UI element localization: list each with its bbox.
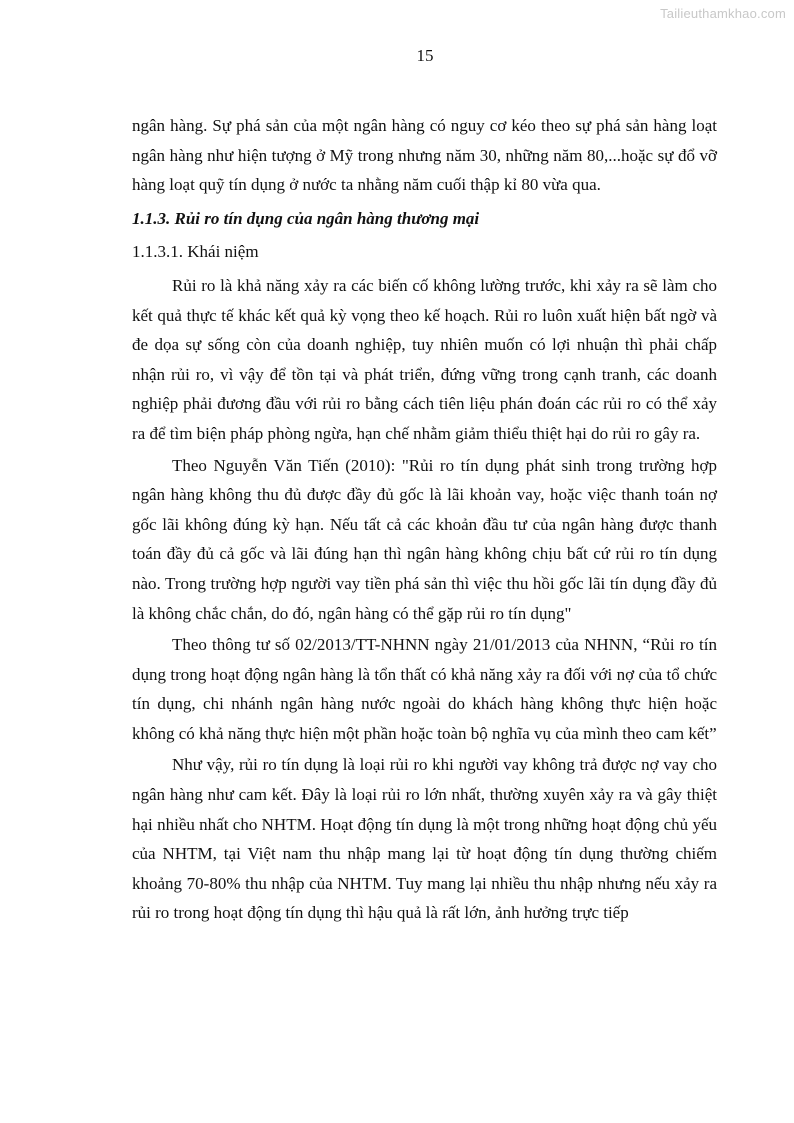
paragraph-conclusion: Như vậy, rủi ro tín dụng là loại rủi ro khi người vay không trả được nợ vay cho ngân hàng như cam kết. Đây là loại rủi ro lớn nhất, thường xuyên xảy ra và gây thiệt hại nhiều nhất cho NHTM. Hoạt động tín dụng là một trong những hoạt động chủ yếu của NHTM, tại Việt nam thu nhập mang lại từ hoạt động tín dụng thường chiếm khoảng 70-80% thu nhập của NHTM. Tuy mang lại nhiều thu nhập nhưng nếu xảy ra rủi ro trong hoạt động tín dụng thì hậu quả là rất lớn, ảnh hưởng trực tiếp [132, 755, 717, 923]
document-body [132, 111, 717, 930]
subsection-heading: 1.1.3.1. Khái niệm [132, 242, 259, 262]
paragraph-continuation: ngân hàng. Sự phá sản của một ngân hàng có nguy cơ kéo theo sự phá sản hàng loạt ngân hàng như hiện tượng ở Mỹ trong nhưng năm 30, những năm 80,...hoặc sự đổ vỡ hàng loạt quỹ tín dụng ở nước ta nhằng năm cuối thập kỉ 80 vừa qua. [132, 116, 717, 195]
section-heading: 1.1.3. Rủi ro tín dụng của ngân hàng thương mại [132, 208, 480, 228]
page-number: 15 [416, 46, 434, 65]
paragraph-risk-definition: Rủi ro là khả năng xảy ra các biến cố không lường trước, khi xảy ra sẽ làm cho kết quả thực tế khác kết quả kỳ vọng theo kế hoạch. Rủi ro luôn xuất hiện bất ngờ và đe dọa sự sống còn của doanh nghiệp, tuy nhiên muốn có lợi nhuận thì phải chấp nhận rủi ro, vì vậy để tồn tại và phát triển, đứng vững trong cạnh tranh, các doanh nghiệp phải đương đầu với rủi ro bằng cách tiên liệu phán đoán các rủi ro có thể xảy ra để tìm biện pháp phòng ngừa, hạn chế nhằm giảm thiểu thiệt hại do rủi ro gây ra. [132, 275, 717, 443]
paragraph-circular-02-2013: Theo thông tư số 02/2013/TT-NHNN ngày 21/01/2013 của NHNN, “Rủi ro tín dụng trong hoạt động ngân hàng là tổn thất có khả năng xảy ra đối với nợ của tổ chức tín dụng, chi nhánh ngân hàng nước ngoài do khách hàng không thực hiện hoặc không có khả năng thực hiện một phần hoặc toàn bộ nghĩa vụ của mình theo cam kết” [132, 635, 717, 743]
watermark: Tailieuthamkhao.com [660, 6, 786, 21]
paragraph-nguyen-van-tien: Theo Nguyễn Văn Tiến (2010): "Rủi ro tín dụng phát sinh trong trường hợp ngân hàng không thu đủ được đầy đủ gốc là lãi khoản vay, hoặc việc thanh toán nợ gốc lãi không đúng kỳ hạn. Nếu tất cả các khoản đầu tư của ngân hàng được thanh toán đầy đủ cả gốc và lãi đúng hạn thì ngân hàng không chịu bất cứ rủi ro tín dụng nào. Trong trường hợp người vay tiền phá sản thì việc thu hồi gốc lãi tín dụng đầy đủ là không chắc chắn, do đó, ngân hàng có thể gặp rủi ro tín dụng" [132, 455, 717, 623]
